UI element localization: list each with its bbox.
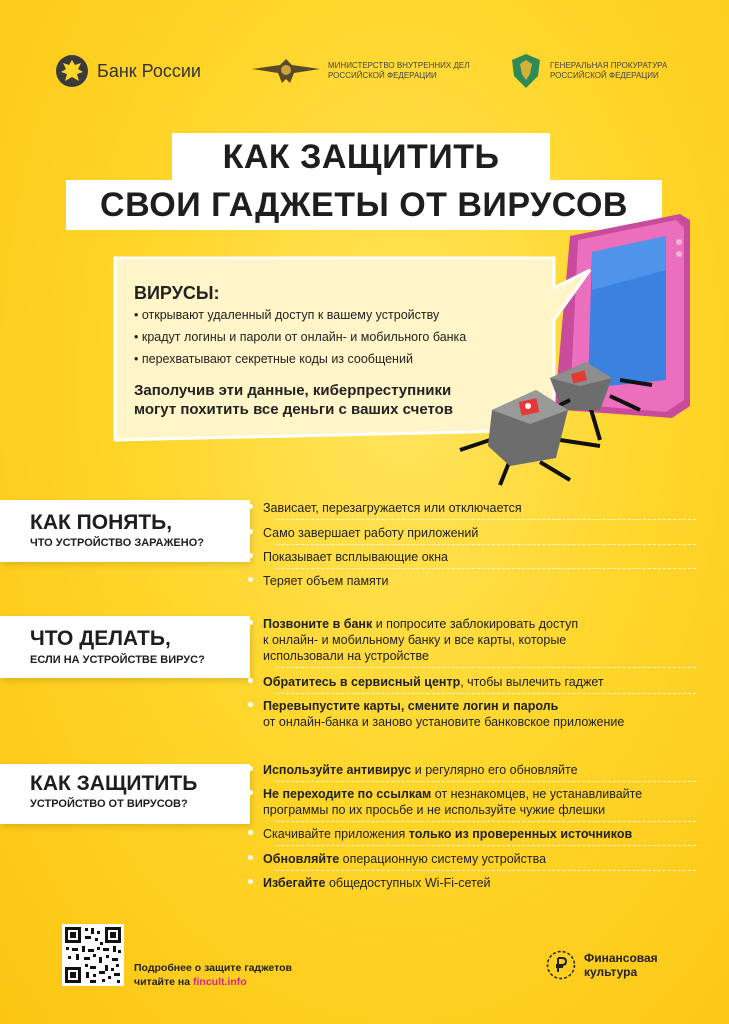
- brand-line2: культура: [584, 965, 638, 979]
- footer-line2-prefix: читайте на: [134, 976, 193, 988]
- list-item: Скачивайте приложения только из проверенных источников: [263, 826, 703, 842]
- section-card-protect: [0, 764, 250, 824]
- virus-item: • крадут логины и пароли от онлайн- и мобильного банка: [134, 330, 467, 344]
- list-item: Избегайте общедоступных Wi-Fi-сетей: [263, 875, 703, 891]
- list-item: Обратитесь в сервисный центр, чтобы вылечить гаджет: [263, 674, 703, 690]
- section-card-what-to-do: [0, 616, 250, 678]
- footer-text: [134, 961, 292, 989]
- qr-code-icon[interactable]: [62, 924, 124, 986]
- footer-line1: Подробнее о защите гаджетов: [134, 962, 292, 974]
- list-item: Позвоните в банк и попросите заблокировать доступ к онлайн- и мобильному банку и все карты, которые использовали на устройстве: [263, 616, 703, 664]
- mvd-emblem-icon: [250, 55, 322, 87]
- section-title-big: ЧТО ДЕЛАТЬ,: [30, 627, 171, 650]
- viruses-heading: ВИРУСЫ:: [134, 283, 220, 303]
- bank-logo-text: Банк России: [97, 60, 201, 81]
- virus-item: • открывают удаленный доступ к вашему устройству: [134, 308, 440, 322]
- prok-text-line2: РОССИЙСКОЙ ФЕДЕРАЦИИ: [550, 71, 659, 80]
- virus-item: • перехватывают секретные коды из сообщений: [134, 352, 413, 366]
- list-item: Теряет объем памяти: [263, 573, 703, 589]
- viruses-conclusion-line2: могут похитить все деньги с ваших счетов: [134, 401, 453, 418]
- fincult-link[interactable]: fincult.info: [193, 976, 247, 988]
- title-line1: КАК ЗАЩИТИТЬ: [172, 133, 550, 181]
- viruses-conclusion-line1: Заполучив эти данные, киберпреступники: [134, 382, 452, 399]
- section-card-infected: [0, 500, 250, 562]
- eagle-emblem-icon: [55, 54, 89, 88]
- list-item: Зависает, перезагружается или отключается: [263, 500, 703, 516]
- mvd-text-line1: МИНИСТЕРСТВО ВНУТРЕННИХ ДЕЛ: [328, 61, 470, 70]
- mvd-logo: [250, 55, 469, 87]
- list-item: Перевыпустите карты, смените логин и пароль от онлайн-банка и заново установите банковское приложение: [263, 698, 703, 730]
- illustration: [100, 210, 700, 490]
- mvd-text-line2: РОССИЙСКОЙ ФЕДЕРАЦИИ: [328, 71, 437, 80]
- prosecutor-emblem-icon: [508, 52, 544, 90]
- section-title-small: ЕСЛИ НА УСТРОЙСТВЕ ВИРУС?: [30, 654, 205, 666]
- list-item: Показывает всплывающие окна: [263, 549, 703, 565]
- section-title-big: КАК ЗАЩИТИТЬ: [30, 772, 198, 795]
- section-title-small: ЧТО УСТРОЙСТВО ЗАРАЖЕНО?: [30, 537, 204, 549]
- section-title-big: КАК ПОНЯТЬ,: [30, 511, 173, 534]
- title-line2: СВОИ ГАДЖЕТЫ ОТ ВИРУСОВ: [66, 180, 662, 230]
- list-item: Не переходите по ссылкам от незнакомцев, не устанавливайте программы по их просьбе и не используйте чужие флешки: [263, 786, 703, 818]
- section-title-small: УСТРОЙСТВО ОТ ВИРУСОВ?: [30, 798, 188, 810]
- bank-russia-logo: [55, 54, 201, 88]
- list-item: Используйте антивирус и регулярно его обновляйте: [263, 762, 703, 778]
- fincult-logo: [546, 950, 658, 980]
- brand-line1: Финансовая: [584, 951, 658, 965]
- prosecutor-logo: [508, 52, 667, 90]
- prok-text-line1: ГЕНЕРАЛЬНАЯ ПРОКУРАТУРА: [550, 61, 668, 70]
- ruble-icon: [546, 950, 576, 980]
- list-item: Обновляйте операционную систему устройства: [263, 851, 703, 867]
- list-item: Само завершает работу приложений: [263, 525, 703, 541]
